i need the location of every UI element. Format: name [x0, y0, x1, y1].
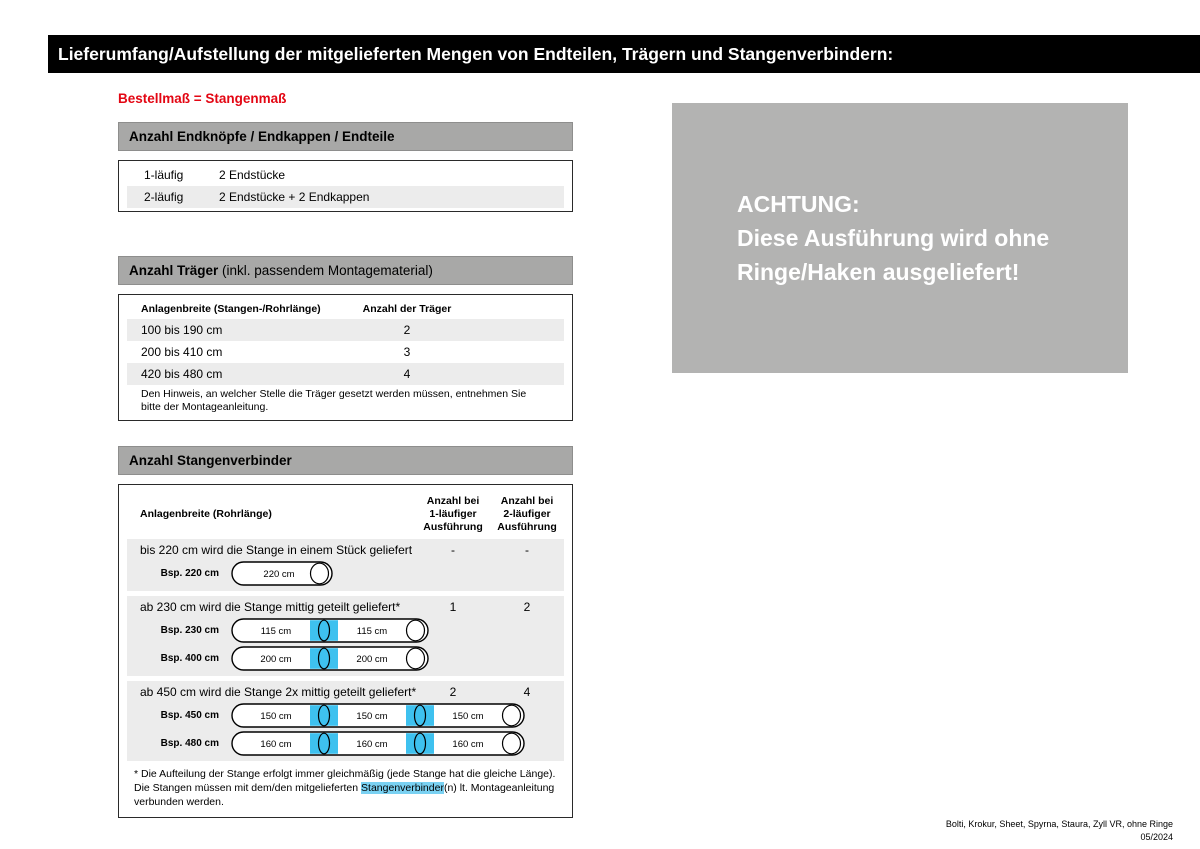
table-header-row [127, 299, 564, 319]
svg-text:115 cm: 115 cm [356, 625, 388, 637]
column-header-one-run: Anzahl bei 1-läufiger Ausführung [423, 494, 483, 533]
column-header-width: Anlagenbreite (Rohrlänge) [140, 508, 272, 520]
brackets-table [118, 294, 573, 421]
column-header-two-run: Anzahl bei 2-läufiger Ausführung [497, 494, 557, 533]
bracket-count: 3 [403, 345, 411, 359]
svg-text:200 cm: 200 cm [260, 653, 292, 665]
example-label: Bsp. 230 cm [160, 624, 219, 636]
width-range: 200 bis 410 cm [141, 345, 223, 359]
group-description: bis 220 cm wird die Stange in einem Stück geliefert [140, 543, 413, 557]
rod-diagram [231, 561, 333, 586]
attention-line: Diese Ausführung wird ohne [737, 225, 1050, 251]
attention-line: Ringe/Haken ausgeliefert! [737, 259, 1020, 285]
connector-footnote: * Die Aufteilung der Stange erfolgt immer gleichmäßig (jede Stange hat die gleiche Länge). Die Stangen müssen mit dem/den mitgelieferten Stangenverbinder(n) lt. Montageanleitung verbunden werden. [134, 768, 556, 808]
table-row [127, 319, 564, 341]
endpiece-value: 2 Endstücke [219, 168, 286, 182]
page-title-bar [48, 35, 1200, 73]
rod-diagram [231, 731, 525, 756]
order-measure-note: Bestellmaß = Stangenmaß [118, 91, 287, 106]
highlighted-term: Stangenverbinder [361, 782, 444, 794]
rod-diagram [231, 646, 429, 671]
section-title-connectors: Anzahl Stangenverbinder [129, 453, 292, 468]
endpiece-value: 2 Endstücke + 2 Endkappen [219, 190, 370, 204]
column-header-count: Anzahl der Träger [362, 303, 452, 315]
group-description: ab 230 cm wird die Stange mittig geteilt geliefert* [140, 600, 401, 614]
bracket-count: 2 [403, 323, 411, 337]
svg-text:160 cm: 160 cm [452, 738, 484, 750]
run-type-label: 2-läufig [144, 190, 184, 204]
example-label: Bsp. 220 cm [160, 567, 219, 579]
group-description: ab 450 cm wird die Stange 2x mittig geteilt geliefert* [140, 685, 417, 699]
table-header-row [127, 494, 564, 534]
count-one-run: 1 [449, 600, 457, 614]
run-type-label: 1-läufig [144, 168, 184, 182]
width-range: 420 bis 480 cm [141, 367, 223, 381]
section-header-brackets [118, 256, 573, 285]
rod-diagram [231, 703, 525, 728]
section-title-endpieces: Anzahl Endknöpfe / Endkappen / Endteile [129, 129, 395, 144]
table-row [127, 363, 564, 385]
column-header-width: Anlagenbreite (Stangen-/Rohrlänge) [141, 303, 321, 315]
count-one-run: - [451, 543, 455, 557]
svg-text:220 cm: 220 cm [263, 568, 295, 580]
rod-group-single [127, 539, 564, 591]
svg-text:200 cm: 200 cm [356, 653, 388, 665]
attention-line: ACHTUNG: [737, 191, 860, 217]
width-range: 100 bis 190 cm [141, 323, 223, 337]
endpieces-table [118, 160, 573, 212]
example-label: Bsp. 450 cm [160, 709, 219, 721]
svg-text:160 cm: 160 cm [356, 738, 388, 750]
count-two-run: 4 [523, 685, 531, 699]
table-row [127, 341, 564, 363]
count-two-run: 2 [523, 600, 531, 614]
svg-text:160 cm: 160 cm [260, 738, 292, 750]
connectors-table [118, 484, 573, 818]
svg-text:150 cm: 150 cm [260, 710, 292, 722]
svg-text:150 cm: 150 cm [452, 710, 484, 722]
page-footer [946, 818, 1173, 844]
section-title-brackets-suffix: (inkl. passendem Montagematerial) [218, 263, 433, 278]
mounting-note: Den Hinweis, an welcher Stelle die Träger gesetzt werden müssen, entnehmen Sie bitte der Montageanleitung. [141, 388, 527, 413]
attention-box [672, 103, 1128, 373]
svg-text:150 cm: 150 cm [356, 710, 388, 722]
rod-group-split-once [127, 596, 564, 676]
rod-group-split-twice [127, 681, 564, 761]
section-header-endpieces [118, 122, 573, 151]
example-label: Bsp. 480 cm [160, 737, 219, 749]
page-title: Lieferumfang/Aufstellung der mitgelieferten Mengen von Endteilen, Trägern und Stangenverbindern: [58, 43, 894, 64]
svg-text:115 cm: 115 cm [260, 625, 292, 637]
footer-date: 05/2024 [1140, 832, 1173, 842]
section-title-brackets: Anzahl Träger [129, 263, 219, 278]
footer-model-list: Bolti, Krokur, Sheet, Spyrna, Staura, Zyll VR, ohne Ringe [945, 819, 1173, 829]
table-row [127, 164, 564, 186]
bracket-count: 4 [403, 367, 411, 381]
count-one-run: 2 [449, 685, 457, 699]
section-header-connectors [118, 446, 573, 475]
count-two-run: - [525, 543, 529, 557]
example-label: Bsp. 400 cm [160, 652, 219, 664]
table-row [127, 186, 564, 208]
rod-diagram [231, 618, 429, 643]
